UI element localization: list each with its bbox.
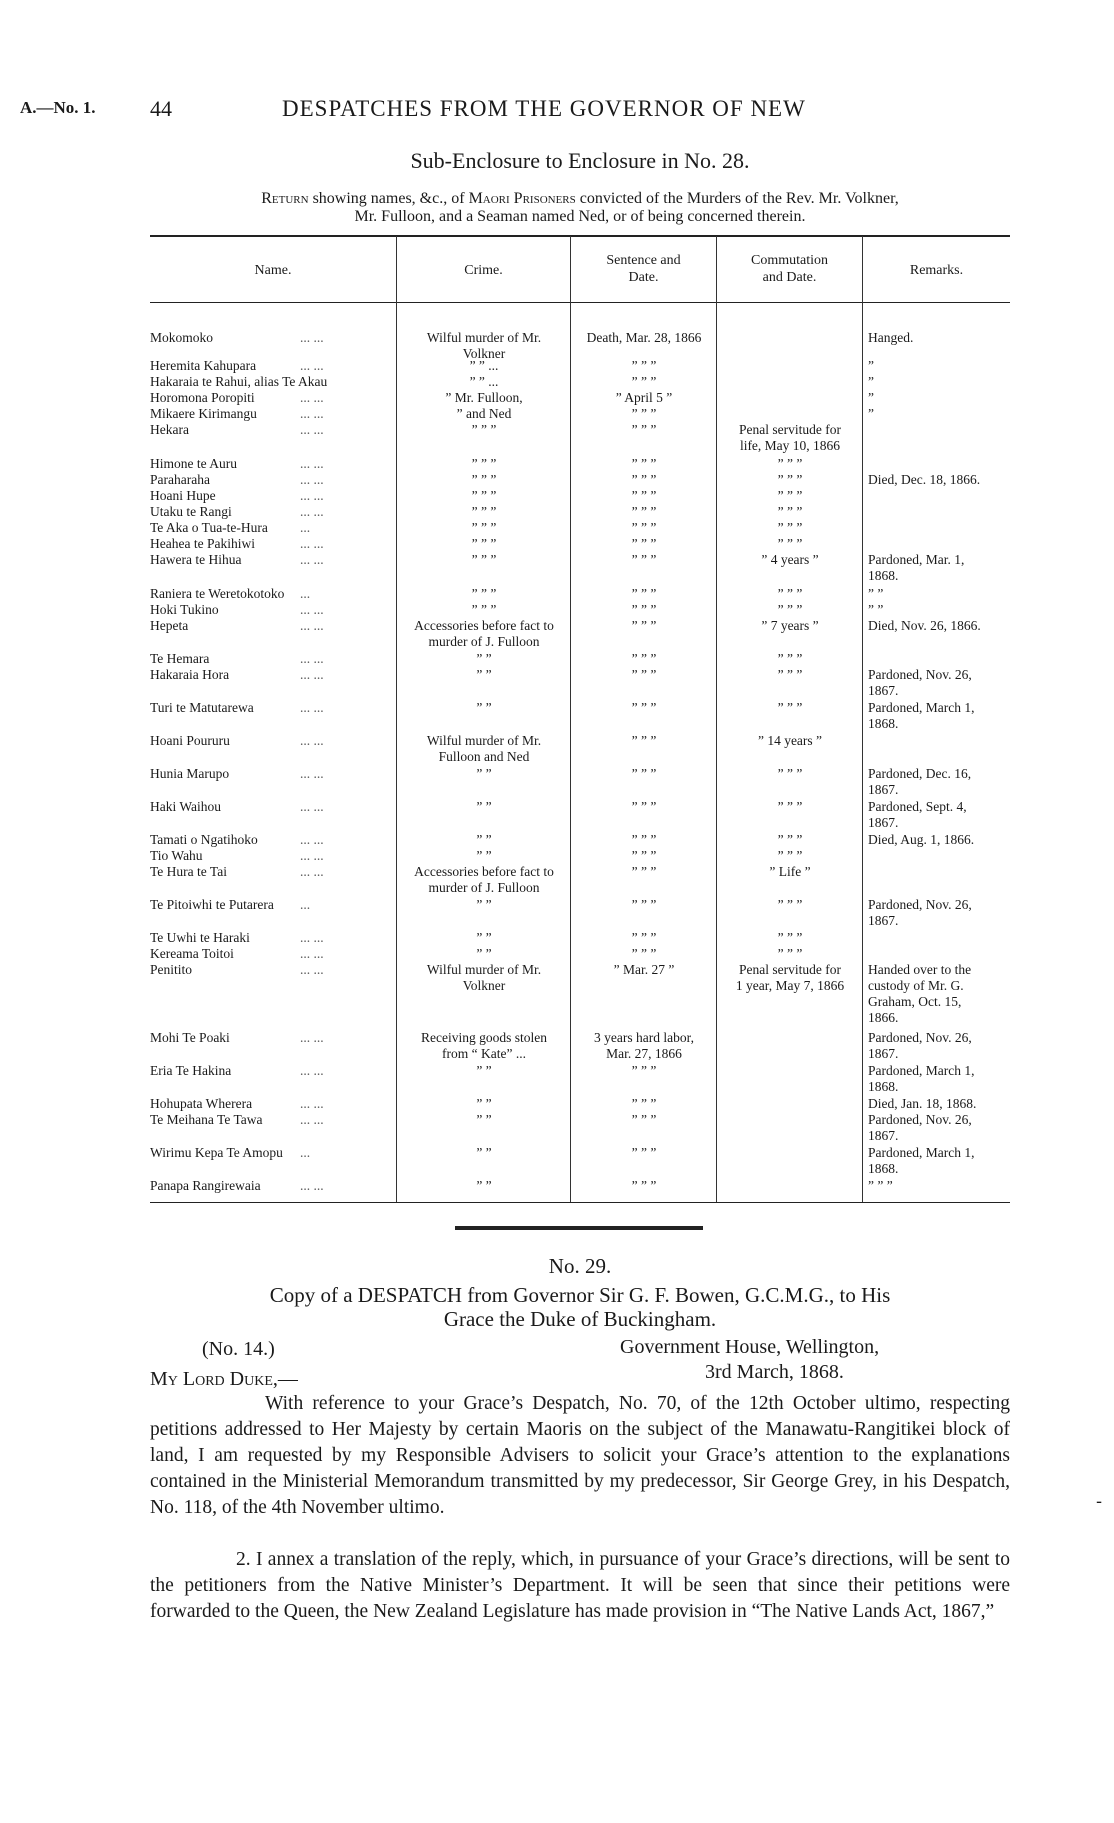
commutation-cell: ” ” ” <box>777 586 803 601</box>
remarks-cell: ” <box>868 358 874 373</box>
sentence-cell: ” ” ” <box>631 520 657 535</box>
despatch-heading-line1: Copy of a DESPATCH from Governor Sir G. F. Bowen, G.C.M.G., to His <box>269 1283 891 1307</box>
salutation: My Lord Duke,— <box>150 1368 298 1390</box>
prisoner-name: Kereama Toitoi <box>150 946 234 961</box>
prisoner-name: Wirimu Kepa Te Amopu <box>150 1145 283 1160</box>
leader-dots: ... ... <box>300 848 324 863</box>
commutation-cell: 1 year, May 7, 1866 <box>735 978 845 993</box>
crime-cell: ” ” <box>476 930 492 945</box>
leader-dots: ... ... <box>300 1178 324 1193</box>
prisoner-name: Raniera te Weretokotoko <box>150 586 285 601</box>
page-number: 44 <box>150 96 172 121</box>
commutation-cell: ” 7 years ” <box>761 618 819 633</box>
commutation-cell: ” ” ” <box>777 848 803 863</box>
sentence-cell: ” ” ” <box>631 897 657 912</box>
leader-dots: ... ... <box>300 488 324 503</box>
crime-cell: ” ” <box>476 1096 492 1111</box>
sentence-cell: ” ” ” <box>631 946 657 961</box>
sentence-cell: ” ” ” <box>631 456 657 471</box>
prisoner-name: Hakaraia te Rahui, alias Te Akau <box>150 374 328 389</box>
prisoner-name: Tio Wahu <box>150 848 203 863</box>
commutation-cell: ” ” ” <box>777 667 803 682</box>
sentence-cell: ” ” ” <box>631 766 657 781</box>
crime-cell: Wilful murder of Mr. <box>426 733 542 748</box>
leader-dots: ... <box>300 520 311 535</box>
prisoner-name: Mikaere Kirimangu <box>150 406 257 421</box>
sentence-cell: ” ” ” <box>631 602 657 617</box>
crime-cell: ” ” <box>476 897 492 912</box>
crime-cell: ” ” <box>476 946 492 961</box>
sentence-cell: ” ” ” <box>631 799 657 814</box>
crime-cell: ” ” ... <box>469 374 499 389</box>
sentence-cell: 3 years hard labor, <box>594 1030 694 1045</box>
column-divider <box>862 236 863 1202</box>
leader-dots: ... ... <box>300 962 324 977</box>
prisoner-name: Hoani Poururu <box>150 733 230 748</box>
leader-dots: ... ... <box>300 422 324 437</box>
sentence-cell: ” ” ” <box>631 651 657 666</box>
prisoner-name: Heahea te Pakihiwi <box>150 536 255 551</box>
remarks-cell: Graham, Oct. 15, <box>868 994 962 1009</box>
remarks-cell: 1868. <box>868 1161 899 1176</box>
page-title: DESPATCHES FROM THE GOVERNOR OF NEW <box>282 96 806 121</box>
sentence-cell: ” ” ” <box>631 1096 657 1111</box>
remarks-cell: Pardoned, Nov. 26, <box>868 1112 972 1127</box>
prisoner-name: Hakaraia Hora <box>150 667 230 682</box>
crime-cell: ” ” ” <box>471 552 497 567</box>
column-header-sentence-line2: Date. <box>628 270 659 285</box>
crime-cell: ” and Ned <box>456 406 512 421</box>
remarks-cell: 1866. <box>868 1010 899 1025</box>
remarks-cell: Pardoned, Mar. 1, <box>868 552 965 567</box>
remarks-cell: 1868. <box>868 716 899 731</box>
leader-dots: ... ... <box>300 406 324 421</box>
prisoner-name: Eria Te Hakina <box>150 1063 232 1078</box>
leader-dots: ... ... <box>300 536 324 551</box>
remarks-cell: Pardoned, Sept. 4, <box>868 799 967 814</box>
remarks-cell: Hanged. <box>868 330 914 345</box>
sentence-cell: ” ” ” <box>631 504 657 519</box>
prisoner-name: Haki Waihou <box>150 799 222 814</box>
crime-cell: ” ” ” <box>471 520 497 535</box>
sentence-cell: Mar. 27, 1866 <box>606 1046 682 1061</box>
sentence-cell: ” ” ” <box>631 472 657 487</box>
remarks-cell: 1867. <box>868 913 899 928</box>
commutation-cell: ” ” ” <box>777 766 803 781</box>
commutation-cell: ” ” ” <box>777 946 803 961</box>
leader-dots: ... <box>300 586 311 601</box>
sentence-cell: ” ” ” <box>631 1178 657 1193</box>
column-header-commutation-line1: Commutation <box>751 253 828 268</box>
leader-dots: ... ... <box>300 733 324 748</box>
commutation-cell: Penal servitude for <box>739 962 841 977</box>
despatch-heading <box>150 1283 1010 1331</box>
remarks-cell: 1868. <box>868 1079 899 1094</box>
prisoner-name: Tamati o Ngatihoko <box>150 832 258 847</box>
remarks-cell: ” ” <box>868 586 884 601</box>
crime-cell: ” ” <box>476 832 492 847</box>
commutation-cell: Penal servitude for <box>739 422 841 437</box>
return-text-2: convicted of the Murders of the Rev. Mr. Volkner, <box>575 190 899 207</box>
crime-cell: ” ” ” <box>471 488 497 503</box>
column-header-sentence <box>571 252 716 286</box>
sentence-cell: ” ” ” <box>631 1145 657 1160</box>
despatch-ref: (No. 14.) <box>202 1338 275 1360</box>
margin-mark: - <box>1096 1491 1103 1512</box>
commutation-cell: ” 4 years ” <box>761 552 819 567</box>
remarks-cell: Died, Jan. 18, 1868. <box>868 1096 977 1111</box>
sentence-cell: ” ” ” <box>631 930 657 945</box>
crime-cell: from “ Kate” ... <box>442 1046 526 1061</box>
sentence-cell: ” ” ” <box>631 406 657 421</box>
commutation-cell: ” ” ” <box>777 472 803 487</box>
crime-cell: ” ” <box>476 799 492 814</box>
leader-dots: ... ... <box>300 799 324 814</box>
crime-cell: Fulloon and Ned <box>438 749 530 764</box>
leader-dots: ... ... <box>300 1096 324 1111</box>
sentence-cell: ” ” ” <box>631 586 657 601</box>
commutation-cell: ” ” ” <box>777 520 803 535</box>
return-lead: Return <box>261 190 309 207</box>
remarks-cell: 1867. <box>868 815 899 830</box>
return-caption <box>150 190 1010 226</box>
return-text-1: showing names, &c., of <box>308 190 469 207</box>
remarks-cell: Pardoned, Dec. 16, <box>868 766 972 781</box>
despatch-number: No. 29. <box>548 1254 612 1278</box>
leader-dots: ... ... <box>300 651 324 666</box>
commutation-cell: ” Life ” <box>769 864 811 879</box>
remarks-cell: 1867. <box>868 1128 899 1143</box>
leader-dots: ... ... <box>300 472 324 487</box>
leader-dots: ... ... <box>300 667 324 682</box>
commutation-cell: life, May 10, 1866 <box>739 438 841 453</box>
commutation-cell: ” ” ” <box>777 456 803 471</box>
return-line-2: Mr. Fulloon, and a Seaman named Ned, or of being concerned therein. <box>354 208 806 225</box>
despatch-date: 3rd March, 1868. <box>705 1361 844 1383</box>
leader-dots: ... ... <box>300 930 324 945</box>
prisoner-name: Hoki Tukino <box>150 602 219 617</box>
crime-cell: ” ” <box>476 651 492 666</box>
despatch-place: Government House, Wellington, <box>620 1336 880 1358</box>
prisoner-name: Mokomoko <box>150 330 214 345</box>
table-top-rule <box>150 235 1010 237</box>
prisoner-name: Turi te Matutarewa <box>150 700 254 715</box>
column-header-name: Name. <box>254 263 292 278</box>
sentence-cell: ” ” ” <box>631 618 657 633</box>
remarks-cell: Pardoned, March 1, <box>868 700 975 715</box>
sentence-cell: ” ” ” <box>631 536 657 551</box>
prisoner-name: Hohupata Wherera <box>150 1096 253 1111</box>
sub-enclosure-heading: Sub-Enclosure to Enclosure in No. 28. <box>410 148 750 173</box>
commutation-cell: ” ” ” <box>777 799 803 814</box>
prisoner-name: Te Hura te Tai <box>150 864 227 879</box>
crime-cell: murder of J. Fulloon <box>428 880 540 895</box>
prisoner-name: Te Pitoiwhi te Putarera <box>150 897 274 912</box>
prisoner-name: Utaku te Rangi <box>150 504 232 519</box>
crime-cell: Volkner <box>462 346 506 361</box>
column-header-commutation <box>717 252 862 286</box>
sentence-cell: ” ” ” <box>631 848 657 863</box>
crime-cell: ” ” <box>476 1063 492 1078</box>
remarks-cell: Died, Aug. 1, 1866. <box>868 832 975 847</box>
remarks-cell: custody of Mr. G. <box>868 978 964 993</box>
commutation-cell: ” ” ” <box>777 536 803 551</box>
crime-cell: murder of J. Fulloon <box>428 634 540 649</box>
leader-dots: ... <box>300 1145 311 1160</box>
column-divider <box>396 236 397 1202</box>
commutation-cell: ” ” ” <box>777 897 803 912</box>
sentence-cell: ” ” ” <box>631 832 657 847</box>
crime-cell: Accessories before fact to <box>414 618 554 633</box>
leader-dots: ... ... <box>300 456 324 471</box>
crime-cell: ” ” ” <box>471 602 497 617</box>
sentence-cell: ” ” ” <box>631 1063 657 1078</box>
leader-dots: ... ... <box>300 832 324 847</box>
crime-cell: ” ” ... <box>469 358 499 373</box>
table-header-rule <box>150 302 1010 303</box>
remarks-cell: 1867. <box>868 782 899 797</box>
sentence-cell: ” ” ” <box>631 488 657 503</box>
column-divider <box>716 236 717 1202</box>
leader-dots: ... ... <box>300 1030 324 1045</box>
commutation-cell: ” 14 years ” <box>757 733 823 748</box>
commutation-cell: ” ” ” <box>777 602 803 617</box>
leader-dots: ... ... <box>300 390 324 405</box>
leader-dots: ... ... <box>300 618 324 633</box>
crime-cell: ” ” ” <box>471 586 497 601</box>
prisoner-name: Heremita Kahupara <box>150 358 257 373</box>
remarks-cell: ” ” ” <box>868 1178 893 1193</box>
return-maori: Maori Prisoners <box>468 190 576 207</box>
crime-cell: Accessories before fact to <box>414 864 554 879</box>
prisoner-name: Hekara <box>150 422 189 437</box>
sentence-cell: ” ” ” <box>631 374 657 389</box>
leader-dots: ... <box>300 897 311 912</box>
crime-cell: Receiving goods stolen <box>421 1030 547 1045</box>
crime-cell: ” ” ” <box>471 504 497 519</box>
crime-cell: ” ” <box>476 1178 492 1193</box>
commutation-cell: ” ” ” <box>777 488 803 503</box>
column-divider <box>570 236 571 1202</box>
sentence-cell: ” ” ” <box>631 700 657 715</box>
sentence-cell: ” ” ” <box>631 358 657 373</box>
document-reference: A.—No. 1. <box>20 98 96 117</box>
leader-dots: ... ... <box>300 946 324 961</box>
remarks-cell: Died, Dec. 18, 1866. <box>868 472 981 487</box>
remarks-cell: Pardoned, Nov. 26, <box>868 1030 972 1045</box>
sentence-cell: ” April 5 ” <box>615 390 673 405</box>
prisoner-name: Te Hemara <box>150 651 210 666</box>
column-header-crime: Crime. <box>464 263 503 278</box>
crime-cell: ” ” ” <box>471 472 497 487</box>
crime-cell: Wilful murder of Mr. <box>426 962 542 977</box>
sentence-cell: Death, Mar. 28, 1866 <box>586 330 702 345</box>
commutation-cell: ” ” ” <box>777 930 803 945</box>
remarks-cell: ” <box>868 374 874 389</box>
paragraph-2: 2. I annex a translation of the reply, which, in pursuance of your Grace’s directions, will be sent to the petitioners from the Native Minister’s Department. It will be seen that since their petitions were forwarded to the Queen, the New Zealand Legislature has made provision in “The Native Lands Act, 1867,” <box>150 1549 1010 1622</box>
leader-dots: ... ... <box>300 602 324 617</box>
prisoner-name: Horomona Poropiti <box>150 390 255 405</box>
crime-cell: ” ” <box>476 700 492 715</box>
leader-dots: ... ... <box>300 700 324 715</box>
remarks-cell: Pardoned, March 1, <box>868 1063 975 1078</box>
leader-dots: ... ... <box>300 766 324 781</box>
remarks-cell: Handed over to the <box>868 962 972 977</box>
leader-dots: ... ... <box>300 1112 324 1127</box>
remarks-cell: ” <box>868 390 874 405</box>
remarks-cell: 1867. <box>868 683 899 698</box>
crime-cell: ” ” ” <box>471 422 497 437</box>
sentence-cell: ” Mar. 27 ” <box>613 962 675 977</box>
prisoner-name: Te Meihana Te Tawa <box>150 1112 263 1127</box>
prisoner-name: Paraharaha <box>150 472 210 487</box>
crime-cell: ” Mr. Fulloon, <box>445 390 523 405</box>
commutation-cell: ” ” ” <box>777 504 803 519</box>
remarks-cell: ” ” <box>868 602 884 617</box>
crime-cell: Wilful murder of Mr. <box>426 330 542 345</box>
commutation-cell: ” ” ” <box>777 651 803 666</box>
sentence-cell: ” ” ” <box>631 1112 657 1127</box>
column-header-commutation-line2: and Date. <box>762 270 817 285</box>
column-header-sentence-line1: Sentence and <box>606 253 681 268</box>
remarks-cell: 1868. <box>868 568 899 583</box>
crime-cell: ” ” ” <box>471 456 497 471</box>
crime-cell: ” ” <box>476 1112 492 1127</box>
crime-cell: ” ” <box>476 1145 492 1160</box>
prisoner-name: Panapa Rangirewaia <box>150 1178 261 1193</box>
leader-dots: ... ... <box>300 864 324 879</box>
sentence-cell: ” ” ” <box>631 864 657 879</box>
crime-cell: ” ” <box>476 667 492 682</box>
leader-dots: ... ... <box>300 358 324 373</box>
leader-dots: ... ... <box>300 504 324 519</box>
sentence-cell: ” ” ” <box>631 552 657 567</box>
remarks-cell: Pardoned, Nov. 26, <box>868 897 972 912</box>
remarks-cell: Pardoned, March 1, <box>868 1145 975 1160</box>
leader-dots: ... ... <box>300 552 324 567</box>
remarks-cell: Died, Nov. 26, 1866. <box>868 618 981 633</box>
remarks-cell: ” <box>868 406 874 421</box>
crime-cell: Volkner <box>462 978 506 993</box>
crime-cell: ” ” ” <box>471 536 497 551</box>
prisoner-name: Himone te Auru <box>150 456 237 471</box>
leader-dots: ... ... <box>300 1063 324 1078</box>
paragraph-1: With reference to your Grace’s Despatch, No. 70, of the 12th October ultimo, respecting petitions addressed to Her Majesty by certain Maoris on the subject of the Manawatu-Rangitikei block of land, I am requested by my Responsible Advisers to solicit your Grace’s attention to the explanations contained in the Ministerial Memorandum transmitted by my predecessor, Sir George Grey, in his Despatch, No. 118, of the 4th November ultimo. <box>150 1393 1010 1518</box>
prisoner-name: Hunia Marupo <box>150 766 230 781</box>
remarks-cell: Pardoned, Nov. 26, <box>868 667 972 682</box>
section-divider <box>455 1226 703 1230</box>
sentence-cell: ” ” ” <box>631 733 657 748</box>
table-bottom-rule <box>150 1202 1010 1203</box>
leader-dots: ... ... <box>300 330 324 345</box>
prisoner-name: Hoani Hupe <box>150 488 216 503</box>
sentence-cell: ” ” ” <box>631 422 657 437</box>
crime-cell: ” ” <box>476 766 492 781</box>
crime-cell: ” ” <box>476 848 492 863</box>
prisoner-name: Te Aka o Tua-te-Hura <box>150 520 268 535</box>
prisoner-name: Hawera te Hihua <box>150 552 242 567</box>
column-header-remarks: Remarks. <box>909 263 964 278</box>
sentence-cell: ” ” ” <box>631 667 657 682</box>
prisoner-name: Penitito <box>150 962 193 977</box>
prisoner-name: Hepeta <box>150 618 189 633</box>
remarks-cell: 1867. <box>868 1046 899 1061</box>
despatch-heading-line2: Grace the Duke of Buckingham. <box>443 1307 717 1331</box>
prisoner-name: Mohi Te Poaki <box>150 1030 230 1045</box>
commutation-cell: ” ” ” <box>777 832 803 847</box>
commutation-cell: ” ” ” <box>777 700 803 715</box>
prisoner-name: Te Uwhi te Haraki <box>150 930 250 945</box>
